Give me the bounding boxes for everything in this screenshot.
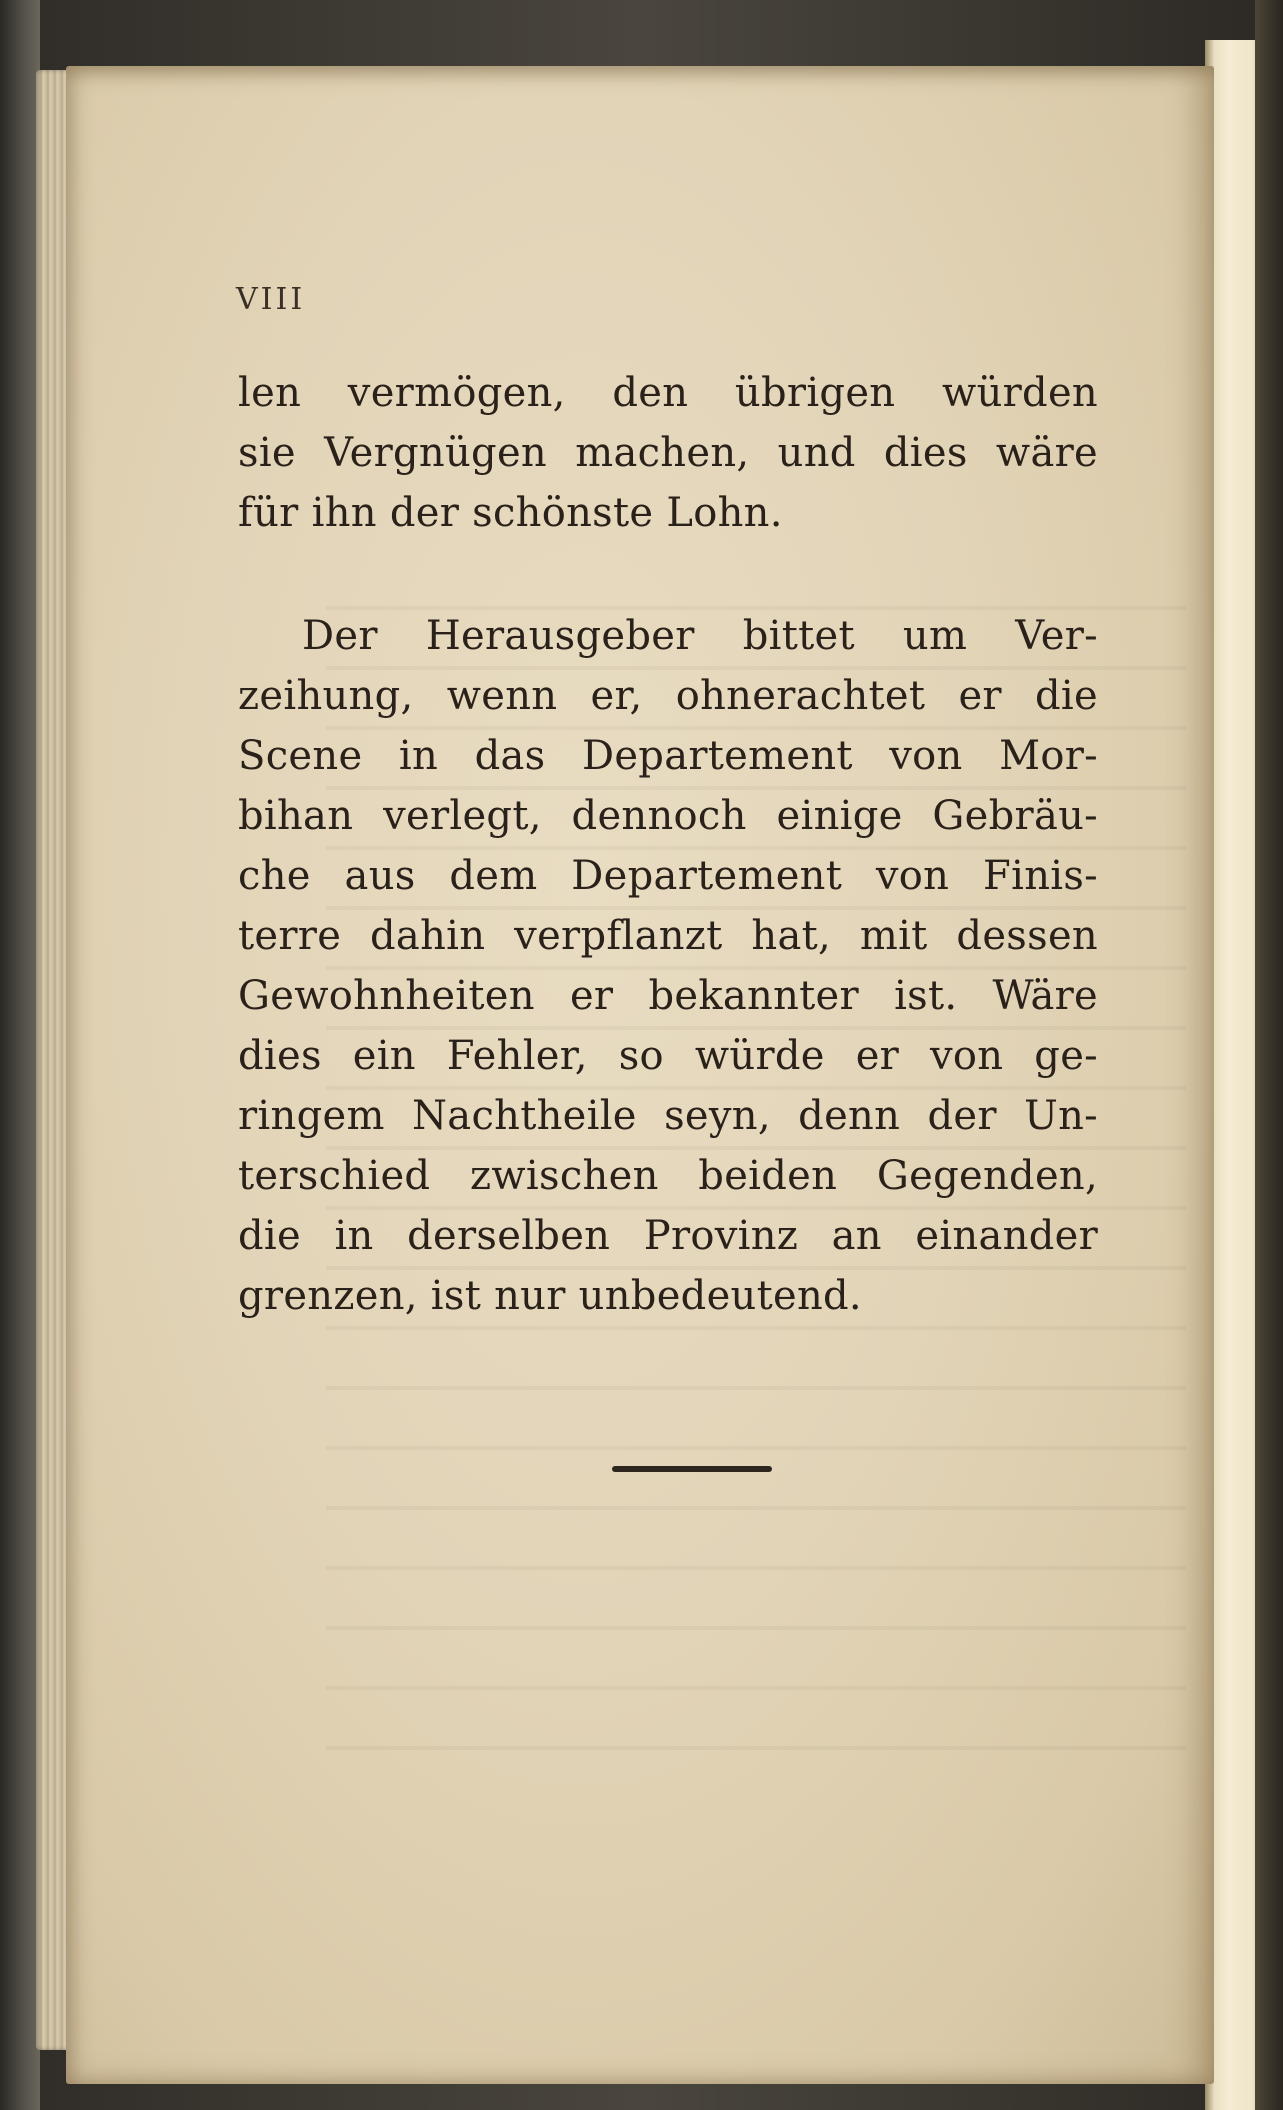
paragraph-2: [238, 606, 1098, 1326]
text-line: Der Herausgeber bittet um Ver-: [302, 613, 1098, 659]
text-line: sie Vergnügen machen, und dies wäre: [238, 430, 1098, 476]
page-number: VIII: [236, 282, 306, 317]
text-line: che aus dem Departement von Finis-: [238, 853, 1098, 899]
text-line: bihan verlegt, dennoch einige Gebräu-: [238, 793, 1098, 839]
text-line: terschied zwischen beiden Gegenden,: [238, 1153, 1098, 1199]
section-divider-rule: [612, 1466, 772, 1472]
text-line: grenzen, ist nur unbedeutend.: [238, 1273, 862, 1319]
text-line: len vermögen, den übrigen würden: [238, 370, 1098, 416]
text-line: für ihn der schönste Lohn.: [238, 490, 783, 536]
text-line: terre dahin verpflanzt hat, mit dessen: [238, 913, 1098, 959]
text-line: Gewohnheiten er bekannter ist. Wäre: [238, 973, 1098, 1019]
book-cover-edge: [0, 0, 40, 2110]
text-line: zeihung, wenn er, ohnerachtet er die: [238, 673, 1098, 719]
text-line: dies ein Fehler, so würde er von ge-: [238, 1033, 1098, 1079]
paragraph-1: [238, 363, 1098, 543]
text-line: die in derselben Provinz an einander: [238, 1213, 1098, 1259]
text-line: ringem Nachtheile seyn, denn der Un-: [238, 1093, 1098, 1139]
text-line: Scene in das Departement von Mor-: [238, 733, 1098, 779]
book-cover-right: [1255, 0, 1283, 2110]
